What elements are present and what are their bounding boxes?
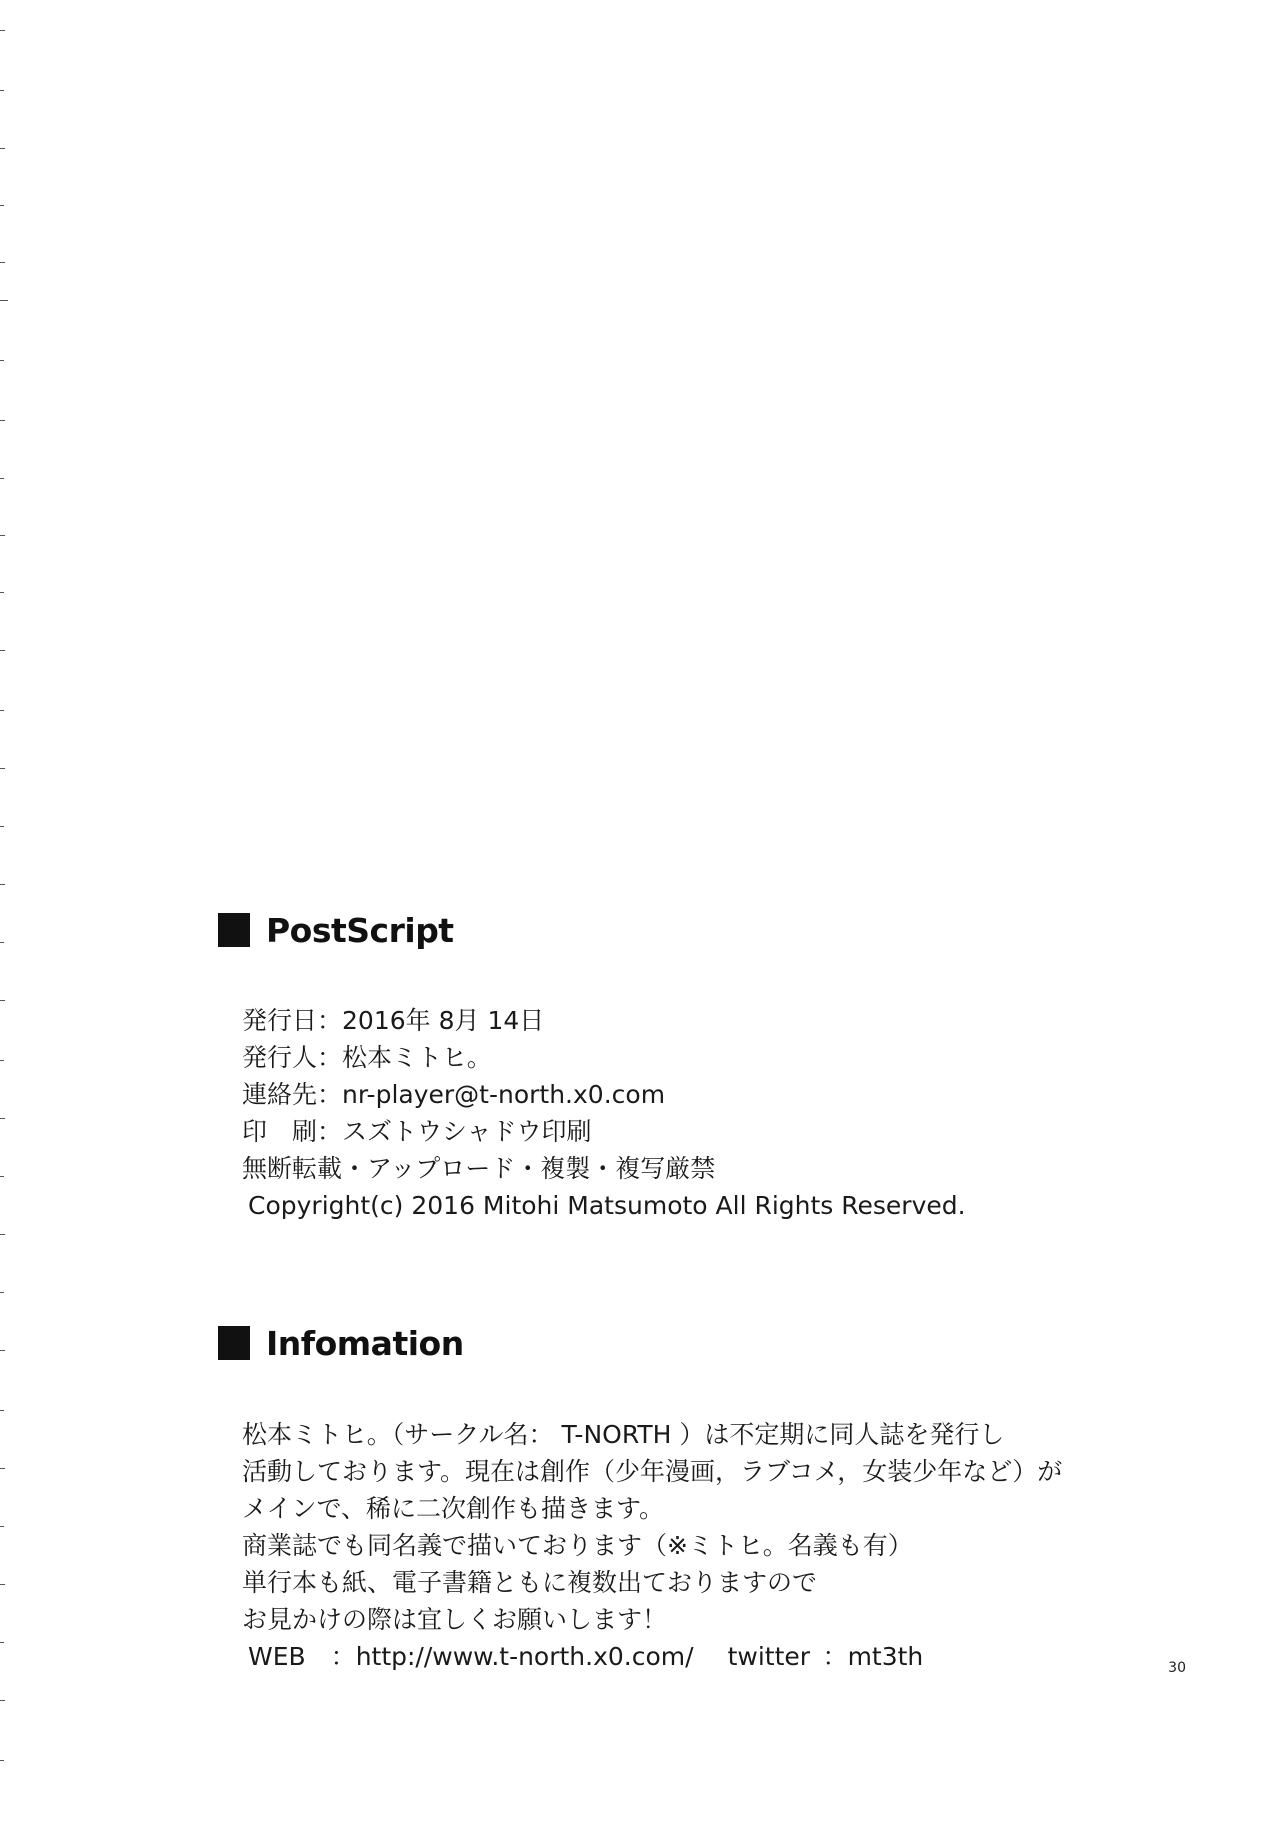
information-line: 活動しております。現在は創作（少年漫画，ラブコメ，女装少年など）が — [242, 1457, 1063, 1486]
colophon-value: 2016年 8月 14日 — [342, 1006, 545, 1035]
colophon-key: 発行日 — [242, 1006, 318, 1035]
twitter-label: twitter — [727, 1642, 811, 1671]
colophon-row-publisher — [242, 1039, 966, 1076]
colophon-key: 連絡先 — [242, 1080, 318, 1109]
reproduction-notice: 無断転載・アップロード・複製・複写厳禁 — [242, 1154, 716, 1183]
information-line: 松本ミトヒ。（サークル名： T-NORTH ）は不定期に同人誌を発行し — [242, 1420, 1005, 1449]
colophon-separator: ： — [317, 1043, 343, 1072]
web-label: WEB — [248, 1642, 306, 1671]
web-twitter-line — [242, 1638, 1062, 1675]
colophon-key: 発行人 — [242, 1043, 318, 1072]
colophon-value: 松本ミトヒ。 — [342, 1043, 492, 1072]
colophon-row-issue-date — [242, 1002, 966, 1039]
information-line: 商業誌でも同名義で描いております（※ミトヒ。名義も有） — [242, 1531, 913, 1560]
information-section — [218, 1323, 1062, 1675]
binding-edge-marks — [0, 0, 14, 1824]
information-heading-text: Infomation — [266, 1323, 464, 1363]
information-lines — [242, 1416, 1062, 1675]
colophon-key: 印 刷 — [242, 1117, 318, 1146]
page-number: 30 — [1168, 1660, 1186, 1676]
colophon-separator: ： — [317, 1080, 343, 1109]
contact-email: nr-player@t-north.x0.com — [342, 1080, 666, 1109]
information-heading — [218, 1323, 1062, 1363]
postscript-heading-text: PostScript — [266, 910, 454, 950]
postscript-heading — [218, 910, 966, 950]
colophon-separator: ： — [317, 1117, 343, 1146]
heading-square-bullet — [218, 913, 250, 947]
postscript-section — [218, 910, 966, 1224]
twitter-colon: ： — [822, 1642, 848, 1671]
information-line: メインで、稀に二次創作も描きます。 — [242, 1494, 665, 1523]
colophon-value: スズトウシャドウ印刷 — [342, 1117, 592, 1146]
twitter-spacer — [810, 1638, 823, 1675]
twitter-handle: mt3th — [847, 1642, 924, 1671]
colophon-row-contact — [242, 1076, 966, 1113]
colophon-lines — [242, 1002, 966, 1224]
heading-square-bullet — [218, 1326, 250, 1360]
website-url: http://www.t-north.x0.com/ — [355, 1642, 694, 1671]
information-line: お見かけの際は宜しくお願いします！ — [242, 1605, 668, 1634]
web-separator — [306, 1638, 331, 1675]
colophon-separator: ： — [317, 1006, 343, 1035]
copyright-line: Copyright(c) 2016 Mitohi Matsumoto All Rights Reserved. — [248, 1191, 966, 1220]
web-colon: ： — [330, 1642, 356, 1671]
colophon-row-printer — [242, 1113, 966, 1150]
information-line: 単行本も紙、電子書籍ともに複数出ておりますので — [242, 1568, 818, 1597]
